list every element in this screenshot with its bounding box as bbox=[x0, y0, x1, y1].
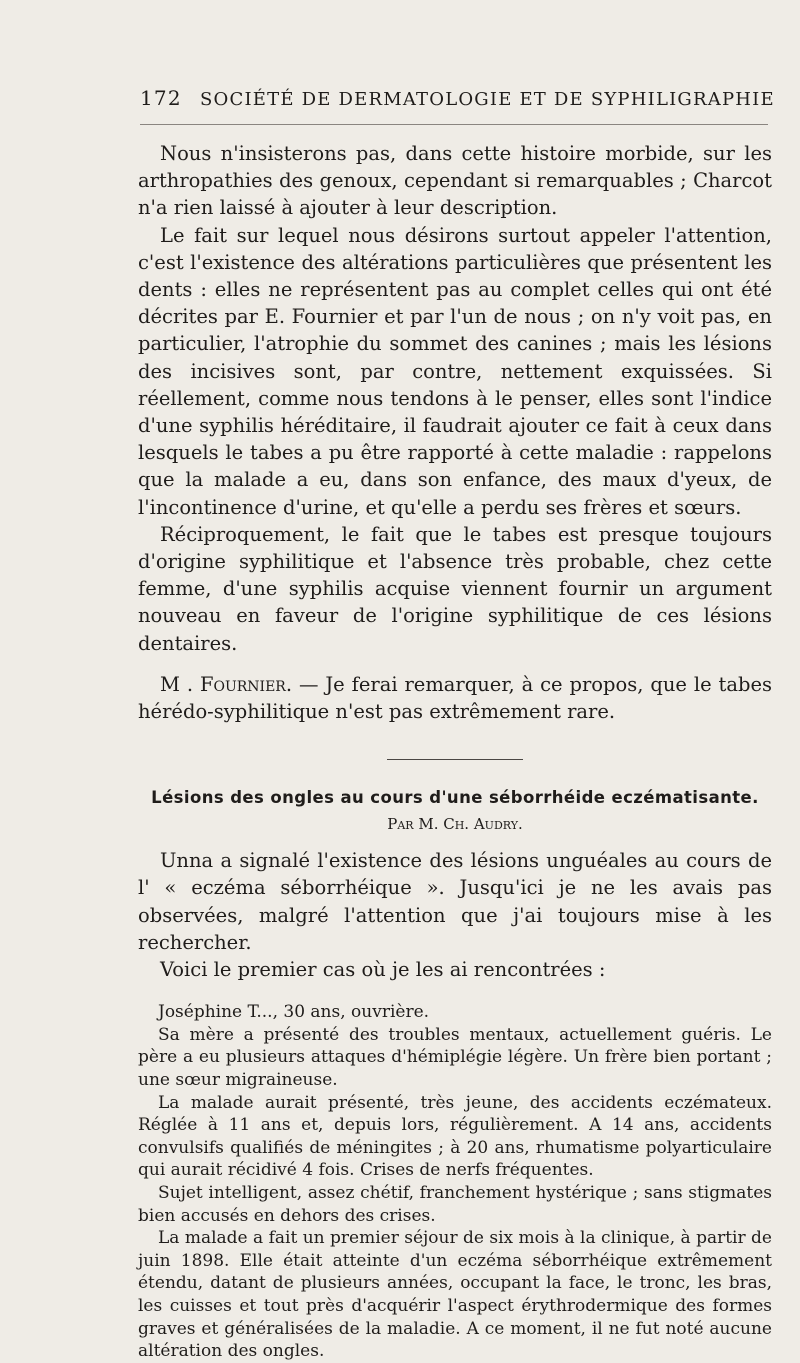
article-byline: Par M. Ch. Audry. bbox=[387, 815, 523, 834]
running-title: SOCIÉTÉ DE DERMATOLOGIE ET DE SYPHILIGRAPHIE bbox=[200, 89, 775, 110]
header-rule bbox=[140, 124, 768, 125]
paragraph: La malade a fait un premier séjour de six mois à la clinique, à partir de juin 1898. Elle était atteinte d'un eczéma séborrhéique extrêmement étendu, datant de plusieurs années, occupant la face, le tronc, les bras, les cuisses et tout près d'acquérir l'aspect érythrodermique des formes graves et généralisées de la maladie. A ce moment, il ne fut noté aucune altération des ongles. bbox=[138, 1228, 772, 1362]
page-number: 172 bbox=[140, 86, 182, 110]
section-introduction bbox=[138, 847, 772, 983]
running-head bbox=[140, 86, 780, 110]
paragraph: La malade aurait présenté, très jeune, des accidents eczémateux. Réglée à 11 ans et, depuis lors, régulièrement. A 14 ans, accidents convulsifs qualifiés de méningites ; à 20 ans, rhumatisme polyarticulaire qui aurait récidivé 4 fois. Crises de nerfs fréquentes. bbox=[138, 1092, 772, 1181]
paragraph: Sujet intelligent, assez chétif, franchement hystérique ; sans stigmates bien accusés en dehors des crises. bbox=[138, 1183, 772, 1226]
case-report bbox=[138, 1001, 772, 1363]
paragraph: Sa mère a présenté des troubles mentaux, actuellement guéris. Le père a eu plusieurs attaques d'hémiplégie légère. Un frère bien portant ; une sœur migraineuse. bbox=[138, 1024, 772, 1091]
paragraph: Nous n'insisterons pas, dans cette histoire morbide, sur les arthropathies des genoux, cependant si remarquables ; Charcot n'a rien laissé à ajouter à leur description. bbox=[138, 142, 772, 220]
paragraph: Joséphine T..., 30 ans, ouvrière. bbox=[158, 1002, 430, 1023]
article-title: Lésions des ongles au cours d'une séborrhéide eczématisante. bbox=[151, 788, 759, 808]
paragraph: Voici le premier cas où je les ai rencontrées : bbox=[160, 958, 606, 982]
paragraph: Le fait sur lequel nous désirons surtout appeler l'attention, c'est l'existence des altérations particulières que présentent les dents : elles ne représentent pas au complet celles qui ont été décrites par E. Fournier et par l'un de nous ; on n'y voit pas, en particulier, l'atrophie du sommet des canines ; mais les lésions des incisives sont, par contre, nettement exquissées. Si réellement, comme nous tendons à le penser, elles sont l'indice d'une syphilis héréditaire, il faudrait ajouter ce fait à ceux dans lesquels le tabes a pu être rapporté à cette maladie : rappelons que la malade a eu, dans son enfance, des maux d'yeux, de l'incontinence d'urine, et qu'elle a perdu ses frères et sœurs. bbox=[138, 223, 772, 519]
body-text bbox=[138, 140, 772, 1363]
fournier-remark bbox=[138, 671, 772, 725]
paragraph: Réciproquement, le fait que le tabes est presque toujours d'origine syphilitique et l'absence très probable, chez cette femme, d'une syphilis acquise viennent fournir un argument nouveau en faveur de l'origine syphilitique de ces lésions dentaires. bbox=[138, 522, 772, 655]
remark-text: — Je ferai remarquer, à ce propos, que le tabes hérédo-syphilitique n'est pas extrêmement rare. bbox=[138, 672, 773, 724]
remark-speaker: M . Fournier. bbox=[160, 672, 293, 696]
section-tabes-discussion bbox=[138, 140, 772, 657]
section-divider bbox=[387, 759, 523, 760]
paragraph: Unna a signalé l'existence des lésions unguéales au cours de l' « eczéma séborrhéique ». Jusqu'ici je ne les avais pas observées, malgré l'attention que j'ai toujours mise à les rechercher. bbox=[138, 849, 772, 954]
